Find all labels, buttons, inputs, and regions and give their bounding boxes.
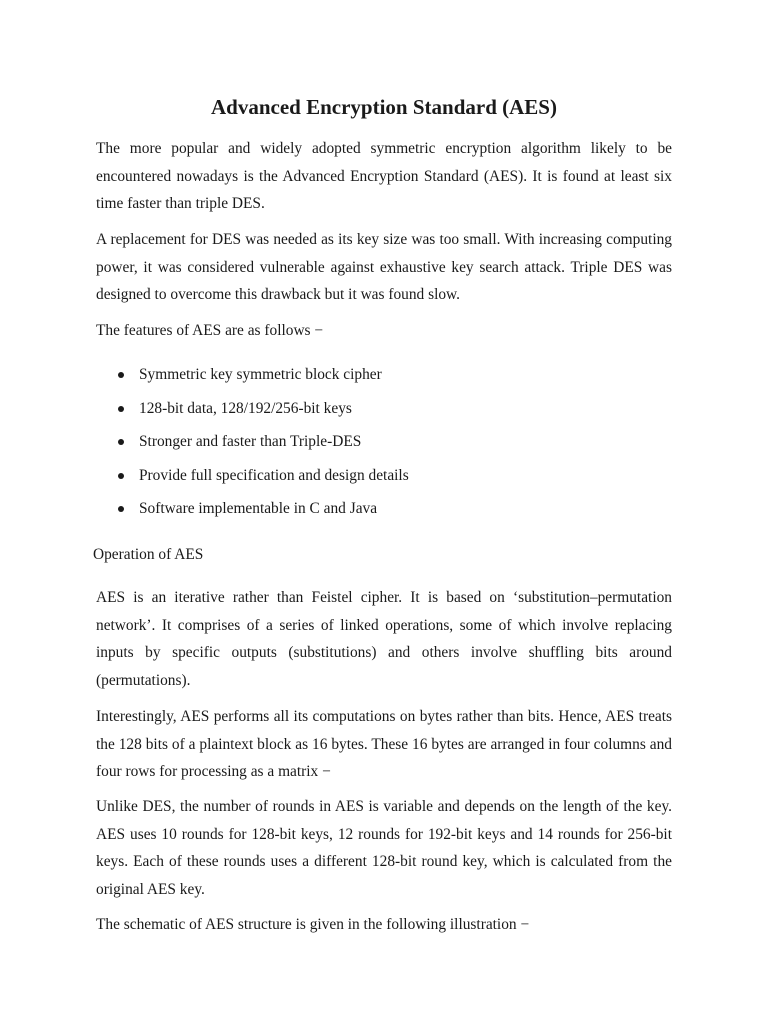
bullet-icon (118, 406, 124, 412)
schematic-paragraph: The schematic of AES structure is given in the following illustration − (96, 916, 530, 933)
section-heading: Operation of AES (93, 546, 204, 563)
des-replacement-paragraph: A replacement for DES was needed as its key size was too small. With increasing computing power, it was considered vulnerable against exhaustive key search attack. Triple DES was designed to overcome this drawback but it was found slow. (96, 231, 672, 304)
bytes-paragraph: Interestingly, AES performs all its computations on bytes rather than bits. Hence, AES treats the 128 bits of a plaintext block as 16 bytes. These 16 bytes are arranged in four columns and four rows for processing as a matrix − (96, 708, 672, 781)
feature-text: Software implementable in C and Java (139, 500, 378, 518)
list-item (96, 395, 672, 429)
bullet-icon (118, 372, 124, 378)
features-intro-paragraph: The features of AES are as follows − (96, 322, 324, 339)
list-item (96, 495, 672, 529)
intro-paragraph: The more popular and widely adopted symmetric encryption algorithm likely to be encountered nowadays is the Advanced Encryption Standard (AES). It is found at least six time faster than triple DES. (96, 140, 672, 213)
operation-paragraph: AES is an iterative rather than Feistel cipher. It is based on ‘substitution–permutation network’. It comprises of a series of linked operations, some of which involve replacing inputs by specific outputs (substitutions) and others involve shuffling bits around (permutations). (96, 589, 672, 689)
list-item (96, 428, 672, 462)
bullet-icon (118, 473, 124, 479)
feature-text: Stronger and faster than Triple-DES (139, 433, 362, 451)
bullet-icon (118, 439, 124, 445)
feature-text: Symmetric key symmetric block cipher (139, 366, 382, 383)
feature-text: 128-bit data, 128/192/256-bit keys (139, 399, 352, 417)
rounds-paragraph: Unlike DES, the number of rounds in AES is variable and depends on the length of the key. AES uses 10 rounds for 128-bit keys, 12 rounds for 192-bit keys and 14 rounds for 256-bit keys. Each of these rounds uses a different 128-bit round key, which is calculated from the original AES key. (96, 798, 672, 898)
document-title: Advanced Encryption Standard (AES) (211, 95, 557, 119)
list-item (96, 462, 672, 496)
list-item (96, 361, 672, 395)
features-list (96, 361, 672, 529)
bullet-icon (118, 506, 124, 512)
feature-text: Provide full specification and design details (139, 466, 409, 484)
